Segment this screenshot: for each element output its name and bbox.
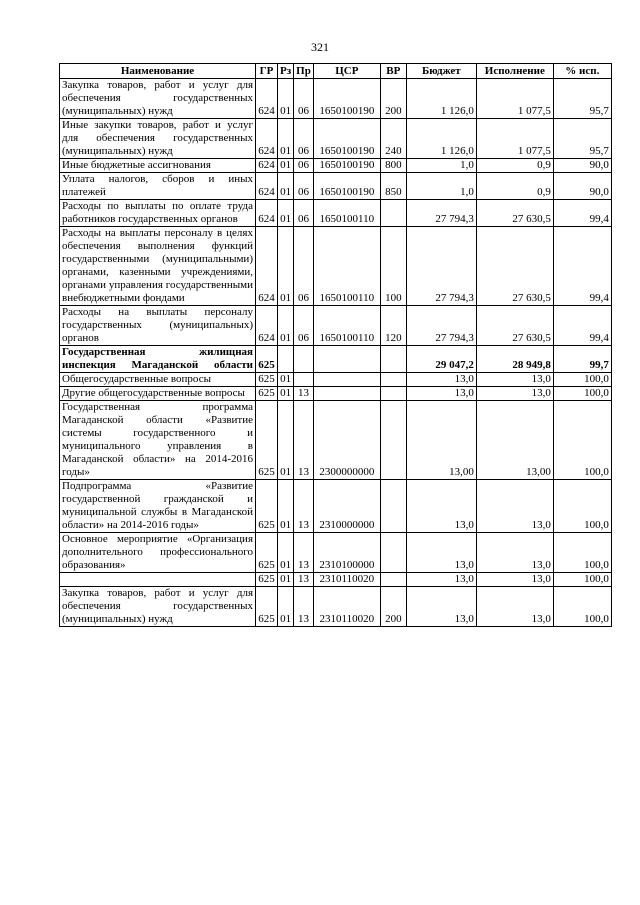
cell-gr: 625	[256, 587, 278, 627]
table-row	[60, 227, 612, 306]
cell-rz: 01	[278, 401, 294, 480]
cell-vr	[380, 573, 406, 587]
cell-percent: 99,7	[553, 346, 611, 373]
cell-vr: 120	[380, 306, 406, 346]
cell-gr: 625	[256, 387, 278, 401]
cell-execution: 13,0	[476, 533, 553, 573]
header-pr: Пр	[294, 64, 314, 79]
header-budget: Бюджет	[406, 64, 476, 79]
cell-percent: 100,0	[553, 573, 611, 587]
cell-percent: 100,0	[553, 373, 611, 387]
cell-execution: 0,9	[476, 159, 553, 173]
cell-rz: 01	[278, 587, 294, 627]
cell-execution: 27 630,5	[476, 306, 553, 346]
table-row	[60, 401, 612, 480]
cell-pr: 13	[294, 480, 314, 533]
cell-rz: 01	[278, 573, 294, 587]
cell-gr: 624	[256, 79, 278, 119]
cell-gr: 624	[256, 227, 278, 306]
cell-vr	[380, 401, 406, 480]
cell-csr: 2310110020	[313, 587, 380, 627]
table-row	[60, 373, 612, 387]
cell-vr	[380, 346, 406, 373]
cell-name: Закупка товаров, работ и услуг для обеспечения государственных (муниципальных) нужд	[60, 587, 256, 627]
cell-rz: 01	[278, 533, 294, 573]
cell-percent: 100,0	[553, 587, 611, 627]
cell-execution: 13,00	[476, 401, 553, 480]
cell-pr: 06	[294, 173, 314, 200]
cell-vr	[380, 373, 406, 387]
cell-budget: 1,0	[406, 173, 476, 200]
table-row	[60, 200, 612, 227]
cell-budget: 13,0	[406, 533, 476, 573]
cell-rz: 01	[278, 227, 294, 306]
page-number: 321	[311, 40, 329, 54]
cell-gr: 625	[256, 480, 278, 533]
cell-rz: 01	[278, 373, 294, 387]
cell-pr: 06	[294, 200, 314, 227]
cell-name: Закупка товаров, работ и услуг для обеспечения государственных (муниципальных) нужд	[60, 79, 256, 119]
cell-execution: 27 630,5	[476, 200, 553, 227]
header-execution: Исполнение	[476, 64, 553, 79]
header-vr: ВР	[380, 64, 406, 79]
cell-percent: 95,7	[553, 79, 611, 119]
table-row	[60, 306, 612, 346]
header-csr: ЦСР	[313, 64, 380, 79]
cell-name: Уплата налогов, сборов и иных платежей	[60, 173, 256, 200]
cell-rz: 01	[278, 306, 294, 346]
cell-budget: 13,00	[406, 401, 476, 480]
cell-percent: 90,0	[553, 159, 611, 173]
cell-execution: 28 949,8	[476, 346, 553, 373]
cell-gr: 625	[256, 573, 278, 587]
table-row	[60, 346, 612, 373]
cell-csr: 2310100000	[313, 533, 380, 573]
cell-pr: 06	[294, 79, 314, 119]
cell-gr: 625	[256, 373, 278, 387]
cell-pr: 06	[294, 119, 314, 159]
cell-name: Иные бюджетные ассигнования	[60, 159, 256, 173]
cell-pr: 06	[294, 159, 314, 173]
table-row	[60, 533, 612, 573]
cell-csr: 1650100110	[313, 306, 380, 346]
cell-percent: 99,4	[553, 306, 611, 346]
cell-execution: 13,0	[476, 373, 553, 387]
cell-pr: 13	[294, 533, 314, 573]
cell-name: Государственная программа Магаданской области «Развитие системы государственного и муниципального управления в Магаданской области» на 2014-2016 годы»	[60, 401, 256, 480]
cell-budget: 1 126,0	[406, 119, 476, 159]
cell-execution: 13,0	[476, 387, 553, 401]
cell-name: Расходы на выплаты персоналу в целях обеспечения выполнения функций государственными (муниципальными) органами, казенными учреждениями, органами управления государственными внебюджетными фондами	[60, 227, 256, 306]
cell-rz: 01	[278, 173, 294, 200]
cell-budget: 1 126,0	[406, 79, 476, 119]
table-row	[60, 573, 612, 587]
cell-budget: 13,0	[406, 573, 476, 587]
cell-name: Расходы на выплаты персоналу государственных (муниципальных) органов	[60, 306, 256, 346]
cell-execution: 1 077,5	[476, 79, 553, 119]
cell-csr	[313, 387, 380, 401]
cell-rz: 01	[278, 387, 294, 401]
cell-pr: 06	[294, 306, 314, 346]
table-row	[60, 159, 612, 173]
cell-execution: 13,0	[476, 587, 553, 627]
cell-csr	[313, 373, 380, 387]
cell-name: Общегосударственные вопросы	[60, 373, 256, 387]
cell-percent: 99,4	[553, 227, 611, 306]
cell-percent: 99,4	[553, 200, 611, 227]
cell-name: Расходы по выплаты по оплате труда работников государственных органов	[60, 200, 256, 227]
cell-budget: 27 794,3	[406, 306, 476, 346]
cell-gr: 624	[256, 173, 278, 200]
cell-rz: 01	[278, 480, 294, 533]
cell-csr: 1650100190	[313, 173, 380, 200]
cell-csr: 1650100190	[313, 159, 380, 173]
cell-name	[60, 573, 256, 587]
cell-vr	[380, 480, 406, 533]
table-row	[60, 387, 612, 401]
cell-pr: 13	[294, 387, 314, 401]
cell-csr: 2300000000	[313, 401, 380, 480]
header-gr: ГР	[256, 64, 278, 79]
cell-percent: 100,0	[553, 533, 611, 573]
cell-vr	[380, 200, 406, 227]
cell-vr	[380, 387, 406, 401]
cell-vr	[380, 533, 406, 573]
cell-vr: 850	[380, 173, 406, 200]
cell-csr: 1650100190	[313, 119, 380, 159]
cell-pr	[294, 373, 314, 387]
cell-rz: 01	[278, 119, 294, 159]
cell-percent: 95,7	[553, 119, 611, 159]
cell-name: Основное мероприятие «Организация дополнительного профессионального образования»	[60, 533, 256, 573]
cell-csr: 1650100190	[313, 79, 380, 119]
cell-percent: 100,0	[553, 387, 611, 401]
table-row	[60, 119, 612, 159]
cell-rz: 01	[278, 79, 294, 119]
header-rz: Рз	[278, 64, 294, 79]
cell-name: Государственная жилищная инспекция Магаданской области	[60, 346, 256, 373]
cell-gr: 625	[256, 401, 278, 480]
cell-vr: 800	[380, 159, 406, 173]
cell-percent: 100,0	[553, 480, 611, 533]
cell-gr: 624	[256, 306, 278, 346]
cell-csr: 2310000000	[313, 480, 380, 533]
cell-gr: 624	[256, 119, 278, 159]
table-row	[60, 587, 612, 627]
cell-pr	[294, 346, 314, 373]
cell-execution: 1 077,5	[476, 119, 553, 159]
cell-gr: 625	[256, 533, 278, 573]
cell-vr: 240	[380, 119, 406, 159]
cell-csr: 1650100110	[313, 200, 380, 227]
cell-budget: 27 794,3	[406, 200, 476, 227]
header-percent: % исп.	[553, 64, 611, 79]
cell-csr: 2310110020	[313, 573, 380, 587]
cell-budget: 27 794,3	[406, 227, 476, 306]
cell-percent: 90,0	[553, 173, 611, 200]
cell-gr: 624	[256, 159, 278, 173]
cell-budget: 1,0	[406, 159, 476, 173]
cell-rz: 01	[278, 159, 294, 173]
table-row	[60, 173, 612, 200]
cell-pr: 13	[294, 587, 314, 627]
cell-rz: 01	[278, 200, 294, 227]
cell-budget: 13,0	[406, 587, 476, 627]
cell-gr: 625	[256, 346, 278, 373]
cell-vr: 200	[380, 587, 406, 627]
cell-csr	[313, 346, 380, 373]
cell-csr: 1650100110	[313, 227, 380, 306]
header-row	[60, 64, 612, 79]
cell-pr: 06	[294, 227, 314, 306]
cell-vr: 100	[380, 227, 406, 306]
cell-pr: 13	[294, 401, 314, 480]
cell-execution: 0,9	[476, 173, 553, 200]
cell-budget: 13,0	[406, 373, 476, 387]
cell-name: Подпрограмма «Развитие государственной гражданской и муниципальной службы в Магаданской области» на 2014-2016 годы»	[60, 480, 256, 533]
cell-gr: 624	[256, 200, 278, 227]
table-row	[60, 79, 612, 119]
budget-table	[59, 63, 612, 627]
cell-execution: 27 630,5	[476, 227, 553, 306]
table-row	[60, 480, 612, 533]
cell-pr: 13	[294, 573, 314, 587]
cell-execution: 13,0	[476, 573, 553, 587]
cell-percent: 100,0	[553, 401, 611, 480]
cell-name: Иные закупки товаров, работ и услуг для обеспечения государственных (муниципальных) нужд	[60, 119, 256, 159]
cell-budget: 29 047,2	[406, 346, 476, 373]
cell-execution: 13,0	[476, 480, 553, 533]
header-name: Наименование	[60, 64, 256, 79]
cell-rz	[278, 346, 294, 373]
cell-budget: 13,0	[406, 387, 476, 401]
cell-budget: 13,0	[406, 480, 476, 533]
cell-vr: 200	[380, 79, 406, 119]
cell-name: Другие общегосударственные вопросы	[60, 387, 256, 401]
